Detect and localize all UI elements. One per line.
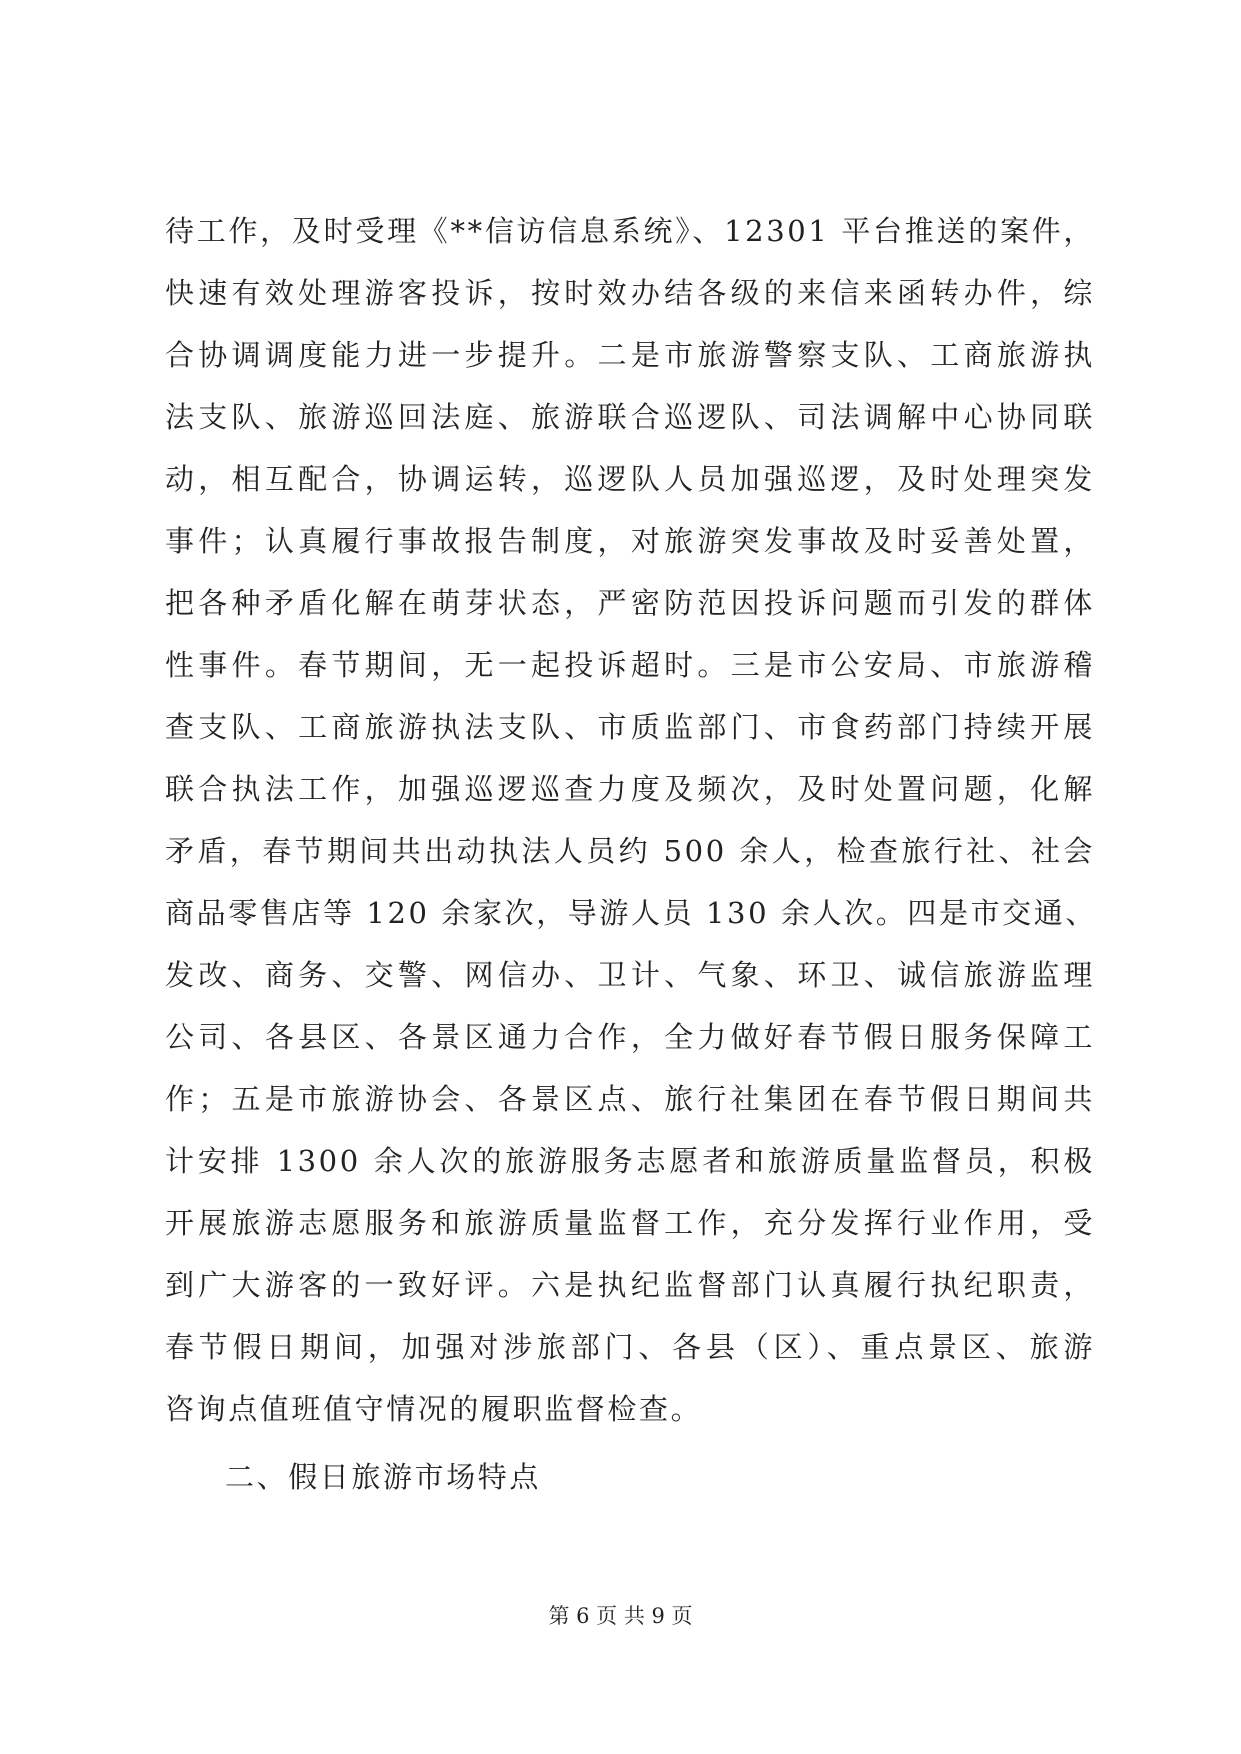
body-line: 春节假日期间，加强对涉旅部门、各县（区）、重点景区、旅游 — [165, 1330, 1095, 1364]
body-line: 法支队、旅游巡回法庭、旅游联合巡逻队、司法调解中心协同联 — [165, 400, 1095, 434]
body-line: 计安排 1300 余人次的旅游服务志愿者和旅游质量监督员，积极 — [165, 1144, 1095, 1178]
body-text — [165, 200, 1095, 1508]
body-line-last: 咨询点值班值守情况的履职监督检查。 — [165, 1392, 703, 1426]
body-line: 到广大游客的一致好评。六是执纪监督部门认真履行执纪职责， — [165, 1268, 1095, 1302]
body-line: 公司、各县区、各景区通力合作，全力做好春节假日服务保障工 — [165, 1020, 1095, 1054]
body-line: 作；五是市旅游协会、各景区点、旅行社集团在春节假日期间共 — [165, 1082, 1095, 1116]
body-line: 合协调调度能力进一步提升。二是市旅游警察支队、工商旅游执 — [165, 338, 1095, 372]
body-line: 查支队、工商旅游执法支队、市质监部门、市食药部门持续开展 — [165, 710, 1095, 744]
page-footer: 第 6 页 共 9 页 — [548, 1604, 693, 1628]
body-line: 开展旅游志愿服务和旅游质量监督工作，充分发挥行业作用，受 — [165, 1206, 1095, 1240]
body-line: 联合执法工作，加强巡逻巡查力度及频次，及时处置问题，化解 — [165, 772, 1095, 806]
body-line: 矛盾，春节期间共出动执法人员约 500 余人，检查旅行社、社会 — [165, 834, 1095, 868]
body-line: 动，相互配合，协调运转，巡逻队人员加强巡逻，及时处理突发 — [165, 462, 1095, 496]
body-line: 商品零售店等 120 余家次，导游人员 130 余人次。四是市交通、 — [165, 896, 1097, 930]
section-heading: 二、假日旅游市场特点 — [225, 1460, 542, 1494]
body-line: 待工作，及时受理《**信访信息系统》、12301 平台推送的案件， — [165, 214, 1095, 248]
body-line: 发改、商务、交警、网信办、卫计、气象、环卫、诚信旅游监理 — [165, 958, 1095, 992]
body-line: 快速有效处理游客投诉，按时效办结各级的来信来函转办件，综 — [165, 276, 1095, 310]
body-line: 事件；认真履行事故报告制度，对旅游突发事故及时妥善处置， — [165, 524, 1095, 558]
body-line: 性事件。春节期间，无一起投诉超时。三是市公安局、市旅游稽 — [165, 648, 1095, 682]
body-line: 把各种矛盾化解在萌芽状态，严密防范因投诉问题而引发的群体 — [165, 586, 1095, 620]
